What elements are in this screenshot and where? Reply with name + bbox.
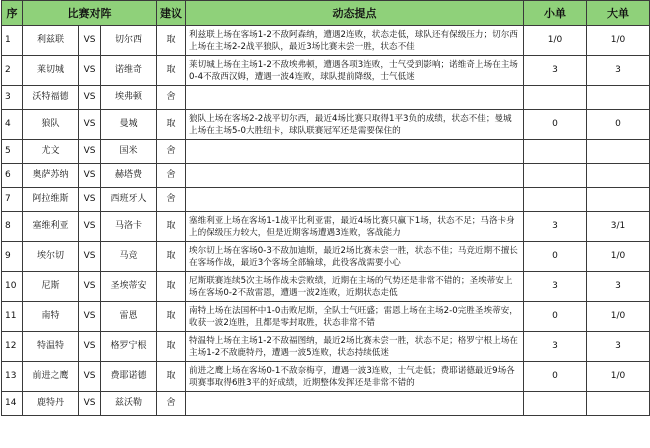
row-number: 3 [2, 86, 23, 110]
header-news: 动态提点 [186, 1, 524, 26]
table-header-row [2, 1, 650, 26]
small-bet-cell [524, 140, 587, 164]
big-bet-cell: 3 [587, 56, 650, 86]
home-team: 阿拉维斯 [23, 188, 79, 212]
small-bet-cell: 3 [524, 332, 587, 362]
small-bet-cell [524, 86, 587, 110]
table-row [2, 86, 650, 110]
advice-cell: 舍 [157, 164, 186, 188]
big-bet-cell: 1/0 [587, 242, 650, 272]
vs-label: VS [79, 110, 101, 140]
small-bet-cell [524, 392, 587, 416]
small-bet-cell: 3 [524, 212, 587, 242]
home-team: 奥萨苏纳 [23, 164, 79, 188]
table-row [2, 242, 650, 272]
home-team: 前进之鹰 [23, 362, 79, 392]
table-row [2, 212, 650, 242]
advice-cell: 取 [157, 56, 186, 86]
table-row [2, 272, 650, 302]
advice-cell: 取 [157, 212, 186, 242]
advice-cell: 舍 [157, 392, 186, 416]
vs-label: VS [79, 164, 101, 188]
row-number: 1 [2, 26, 23, 56]
away-team: 格罗宁根 [101, 332, 157, 362]
news-cell: 埃尔切上场在客场0-3不敌加迪斯，最近2场比赛未尝一胜，状态不佳；马竞近期不擅长在客场作战，最近3个客场全部输球，此役客战需要小心 [186, 242, 524, 272]
small-bet-cell: 3 [524, 56, 587, 86]
vs-label: VS [79, 302, 101, 332]
lottery-analysis-table [1, 0, 650, 416]
small-bet-cell: 1/0 [524, 26, 587, 56]
news-cell [186, 140, 524, 164]
vs-label: VS [79, 242, 101, 272]
table-row [2, 164, 650, 188]
row-number: 9 [2, 242, 23, 272]
row-number: 6 [2, 164, 23, 188]
row-number: 12 [2, 332, 23, 362]
small-bet-cell: 0 [524, 362, 587, 392]
big-bet-cell: 3 [587, 332, 650, 362]
away-team: 赫塔费 [101, 164, 157, 188]
news-cell [186, 86, 524, 110]
home-team: 特温特 [23, 332, 79, 362]
header-big: 大单 [587, 1, 650, 26]
away-team: 西班牙人 [101, 188, 157, 212]
header-advice: 建议 [157, 1, 186, 26]
advice-cell: 取 [157, 26, 186, 56]
big-bet-cell [587, 140, 650, 164]
row-number: 4 [2, 110, 23, 140]
header-match: 比赛对阵 [23, 1, 157, 26]
away-team: 诺维奇 [101, 56, 157, 86]
small-bet-cell [524, 164, 587, 188]
home-team: 利兹联 [23, 26, 79, 56]
vs-label: VS [79, 86, 101, 110]
vs-label: VS [79, 392, 101, 416]
row-number: 14 [2, 392, 23, 416]
news-cell: 特温特上场在主场1-2不敌福图纳，最近2场比赛未尝一胜，状态不足；格罗宁根上场在主场1-2不敌鹿特丹，遭遇一波5连败，状态持续低迷 [186, 332, 524, 362]
home-team: 沃特福德 [23, 86, 79, 110]
big-bet-cell: 0 [587, 110, 650, 140]
away-team: 雷恩 [101, 302, 157, 332]
vs-label: VS [79, 56, 101, 86]
home-team: 塞维利亚 [23, 212, 79, 242]
table-row [2, 392, 650, 416]
news-cell [186, 188, 524, 212]
big-bet-cell: 3 [587, 272, 650, 302]
table-row [2, 56, 650, 86]
away-team: 马竞 [101, 242, 157, 272]
home-team: 南特 [23, 302, 79, 332]
big-bet-cell: 1/0 [587, 302, 650, 332]
small-bet-cell: 3 [524, 272, 587, 302]
news-cell [186, 392, 524, 416]
advice-cell: 取 [157, 362, 186, 392]
away-team: 切尔西 [101, 26, 157, 56]
advice-cell: 舍 [157, 140, 186, 164]
row-number: 5 [2, 140, 23, 164]
news-cell [186, 164, 524, 188]
home-team: 莱切城 [23, 56, 79, 86]
big-bet-cell: 3/1 [587, 212, 650, 242]
row-number: 2 [2, 56, 23, 86]
advice-cell: 取 [157, 302, 186, 332]
advice-cell: 取 [157, 272, 186, 302]
advice-cell: 取 [157, 242, 186, 272]
header-seq: 序 [2, 1, 23, 26]
news-cell: 塞维利亚上场在客场1-1战平比利亚雷，最近4场比赛只赢下1场，状态不足；马洛卡身上的保级压力较大，但是近期客场遭遇3连败，客战能力 [186, 212, 524, 242]
big-bet-cell [587, 164, 650, 188]
row-number: 13 [2, 362, 23, 392]
big-bet-cell [587, 392, 650, 416]
big-bet-cell [587, 86, 650, 110]
vs-label: VS [79, 362, 101, 392]
vs-label: VS [79, 188, 101, 212]
news-cell: 莱切城上场在主场1-2不敌埃弗顿，遭遇各项3连败，士气受到影响；诺维奇上场在主场0-4不敌西汉姆，遭遇一波4连败，球队提前降级，士气低迷 [186, 56, 524, 86]
vs-label: VS [79, 332, 101, 362]
news-cell: 尼斯联赛连续5次主场作战未尝败绩，近期在主场的气势还是非常不错的；圣埃蒂安上场在客场0-2不敌雷恩，遭遇一波2连败，近期状态走低 [186, 272, 524, 302]
away-team: 马洛卡 [101, 212, 157, 242]
table-row [2, 26, 650, 56]
away-team: 国米 [101, 140, 157, 164]
home-team: 尼斯 [23, 272, 79, 302]
advice-cell: 取 [157, 332, 186, 362]
vs-label: VS [79, 272, 101, 302]
home-team: 狼队 [23, 110, 79, 140]
away-team: 埃弗顿 [101, 86, 157, 110]
small-bet-cell: 0 [524, 110, 587, 140]
advice-cell: 舍 [157, 86, 186, 110]
home-team: 埃尔切 [23, 242, 79, 272]
home-team: 鹿特丹 [23, 392, 79, 416]
away-team: 圣埃蒂安 [101, 272, 157, 302]
vs-label: VS [79, 26, 101, 56]
away-team: 费耶诺德 [101, 362, 157, 392]
table-row [2, 140, 650, 164]
big-bet-cell [587, 188, 650, 212]
table-row [2, 332, 650, 362]
advice-cell: 取 [157, 110, 186, 140]
row-number: 11 [2, 302, 23, 332]
header-small: 小单 [524, 1, 587, 26]
table-row [2, 302, 650, 332]
news-cell: 前进之鹰上场在客场0-1不敌奈梅亨，遭遇一波3连败，士气走低；费耶诺德最近9场各项赛事取得6胜3平的好成绩，近期整体发挥还是非常不错的 [186, 362, 524, 392]
big-bet-cell: 1/0 [587, 26, 650, 56]
advice-cell: 舍 [157, 188, 186, 212]
vs-label: VS [79, 212, 101, 242]
big-bet-cell: 1/0 [587, 362, 650, 392]
news-cell: 南特上场在法国杯中1-0击败尼斯，全队士气旺盛；雷恩上场在主场2-0完胜圣埃蒂安，收获一波2连胜，且都是零封取胜，状态非常不错 [186, 302, 524, 332]
small-bet-cell: 0 [524, 302, 587, 332]
home-team: 尤文 [23, 140, 79, 164]
row-number: 10 [2, 272, 23, 302]
row-number: 7 [2, 188, 23, 212]
news-cell: 狼队上场在客场2-2战平切尔西，最近4场比赛只取得1平3负的成绩，状态不佳；曼城上场在主场5-0大胜纽卡，球队联赛冠军还是需要保住的 [186, 110, 524, 140]
row-number: 8 [2, 212, 23, 242]
away-team: 兹沃勒 [101, 392, 157, 416]
table-row [2, 110, 650, 140]
away-team: 曼城 [101, 110, 157, 140]
small-bet-cell [524, 188, 587, 212]
news-cell: 利兹联上场在客场1-2不敌阿森纳，遭遇2连败，状态走低，球队还有保级压力；切尔西上场在主场2-2战平狼队，最近3场比赛未尝一胜，状态不佳 [186, 26, 524, 56]
table-row [2, 188, 650, 212]
small-bet-cell: 0 [524, 242, 587, 272]
vs-label: VS [79, 140, 101, 164]
table-row [2, 362, 650, 392]
